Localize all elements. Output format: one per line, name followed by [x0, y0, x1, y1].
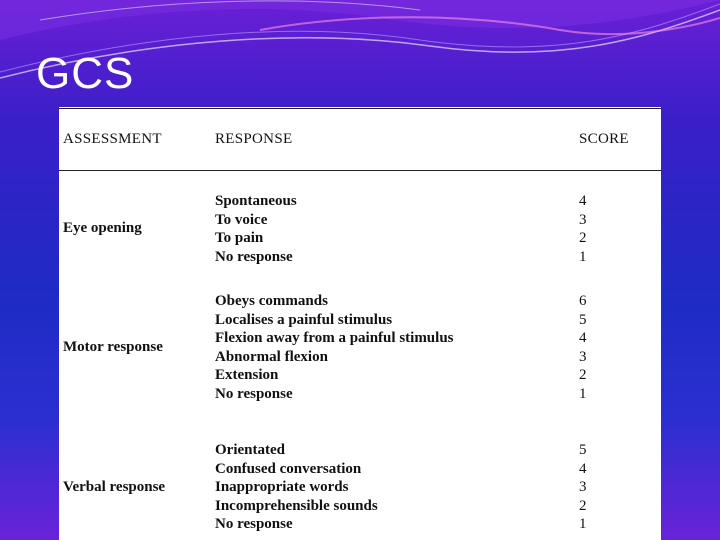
score-item: 3: [579, 479, 587, 496]
response-item: Inappropriate words: [215, 479, 349, 496]
response-item: No response: [215, 385, 293, 402]
response-item: To voice: [215, 211, 268, 228]
score-item: 2: [579, 497, 587, 514]
score-item: 4: [579, 330, 587, 347]
score-item: 1: [579, 248, 587, 265]
gcs-table: [59, 107, 661, 540]
response-item: Orientated: [215, 442, 285, 458]
score-item: 4: [579, 460, 587, 477]
response-item: Confused conversation: [215, 460, 362, 477]
response-item: Obeys commands: [215, 293, 328, 309]
response-item: Abnormal flexion: [215, 348, 328, 365]
response-list: [215, 192, 297, 266]
score-item: 5: [579, 442, 587, 458]
header-assessment: ASSESSMENT: [63, 131, 162, 147]
assessment-label: Eye opening: [63, 220, 142, 236]
response-item: Incomprehensible sounds: [215, 497, 378, 514]
response-item: To pain: [215, 230, 264, 247]
response-list: [215, 441, 378, 534]
score-item: 4: [579, 193, 587, 209]
slide-title: GCS: [36, 49, 135, 98]
response-item: No response: [215, 516, 293, 533]
score-item: 3: [579, 211, 587, 228]
response-item: Extension: [215, 367, 279, 384]
score-item: 5: [579, 311, 587, 328]
score-item: 2: [579, 230, 587, 247]
score-item: 3: [579, 348, 587, 365]
assessment-label: Verbal response: [63, 479, 166, 495]
response-item: Flexion away from a painful stimulus: [215, 330, 454, 347]
score-item: 2: [579, 367, 587, 384]
score-item: 1: [579, 516, 587, 533]
header-score: SCORE: [579, 131, 629, 147]
response-item: Spontaneous: [215, 193, 297, 209]
response-item: No response: [215, 248, 293, 265]
score-list: [579, 441, 587, 534]
score-list: [579, 292, 587, 404]
response-list: [215, 292, 454, 404]
header-response: RESPONSE: [215, 131, 293, 147]
assessment-label: Motor response: [63, 339, 163, 355]
score-list: [579, 192, 587, 266]
score-item: 6: [579, 293, 587, 309]
table-header-row: [59, 107, 661, 171]
score-item: 1: [579, 385, 587, 402]
response-item: Localises a painful stimulus: [215, 311, 393, 328]
